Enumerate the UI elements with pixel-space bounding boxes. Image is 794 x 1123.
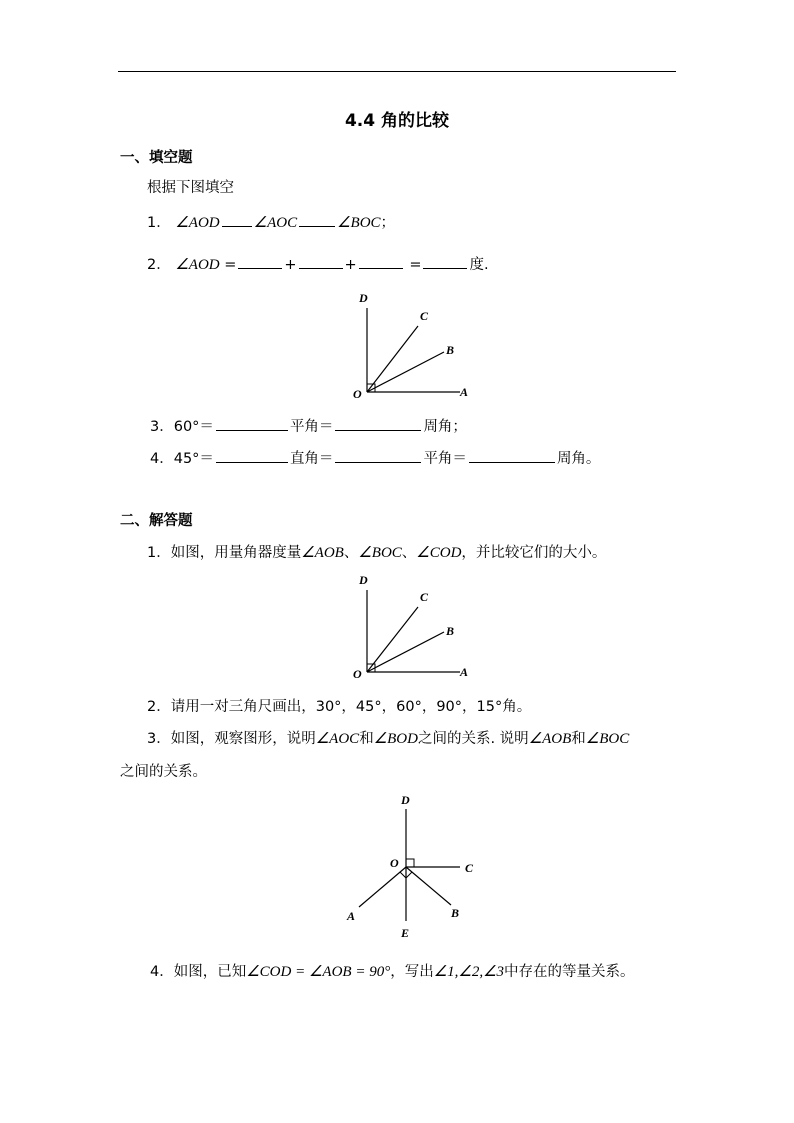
ray-oc (367, 326, 418, 392)
question-number: 4． (150, 964, 174, 980)
question-text: 如图，观察图形，说明 (170, 731, 316, 747)
question-text: ，并比较它们的大小。 (461, 545, 607, 561)
angle-value: 60°＝ (173, 419, 214, 435)
angle-label: ∠AOD (175, 257, 220, 273)
conjunction: 和 (571, 731, 586, 747)
question-number: 3． (147, 731, 171, 747)
unit-text: 直角＝ (289, 451, 334, 467)
answer-blank[interactable] (359, 256, 403, 269)
section2-heading: 二、解答题 (120, 513, 193, 529)
unit-text: 平角＝ (423, 451, 467, 467)
angle-figure-2 (340, 568, 480, 684)
answer-blank[interactable] (469, 450, 555, 463)
question-text: 中存在的等量关系。 (504, 964, 635, 980)
point-label-e: E (401, 926, 410, 940)
point-label-o: O (353, 387, 362, 401)
answer-blank[interactable] (299, 214, 335, 227)
angle-label: ∠AOC (315, 731, 360, 747)
answer-blank[interactable] (222, 214, 252, 227)
question-text: 请用一对三角尺画出，30°，45°，60°，90°，15°角。 (170, 699, 532, 715)
plus-sign: + (344, 257, 357, 273)
point-label-c: C (465, 861, 474, 875)
answer-blank[interactable] (423, 256, 467, 269)
question-text: 如图，用量角器度量 (170, 545, 302, 561)
section1-intro: 根据下图填空 (147, 180, 234, 196)
point-label-c: C (420, 309, 429, 323)
ray-ob (406, 867, 451, 905)
question-text: 之间的关系。 (120, 764, 207, 780)
question-number: 2． (147, 257, 171, 273)
ray-oc (367, 607, 418, 672)
point-label-c: C (420, 590, 429, 604)
angle-label: ∠BOD (373, 731, 418, 747)
page-title: 4.4 角的比较 (344, 111, 450, 131)
right-angle-mark (406, 859, 414, 867)
angle-list: ∠1,∠2,∠3 (433, 964, 505, 980)
angle-label: ∠AOB (301, 545, 344, 561)
question-number: 2． (147, 699, 171, 715)
equals-sign: = (224, 257, 237, 273)
unit-text: 周角。 (556, 451, 601, 467)
fill-question-1 (147, 211, 395, 232)
section1-heading: 一、填空题 (120, 150, 193, 166)
answer-question-2 (147, 695, 531, 716)
separator: 、 (343, 545, 359, 561)
conjunction: 和 (359, 731, 374, 747)
point-label-d: D (359, 573, 368, 587)
point-label-b: B (451, 906, 460, 920)
angle-equation: ∠COD = ∠AOB = 90° (246, 964, 391, 980)
plus-sign: + (284, 257, 297, 273)
angle-label: ∠COD (416, 545, 462, 561)
angle-label: ∠BOC (337, 215, 381, 231)
question-number: 1． (147, 215, 171, 231)
equals-sign: = (409, 257, 422, 273)
question-text: ，写出 (390, 964, 434, 980)
ray-ob (367, 352, 444, 392)
header-rule (118, 71, 676, 72)
point-label-o: O (353, 667, 362, 681)
point-label-a: A (460, 665, 469, 679)
point-label-b: B (446, 624, 455, 638)
question-number: 1． (147, 545, 171, 561)
answer-blank[interactable] (216, 418, 288, 431)
question-text: 之间的关系. 说明 (417, 731, 529, 747)
point-label-o: O (390, 856, 399, 870)
angle-figure-1 (340, 286, 480, 402)
punctuation: ； (380, 215, 396, 231)
question-number: 4． (150, 451, 174, 467)
answer-blank[interactable] (299, 256, 343, 269)
unit-text: 平角＝ (289, 419, 334, 435)
answer-question-3-continued (120, 760, 207, 781)
question-number: 3． (150, 419, 174, 435)
angle-value: 45°＝ (173, 451, 214, 467)
answer-question-1 (147, 541, 606, 562)
angle-figure-3 (340, 790, 480, 942)
angle-label: ∠AOB (528, 731, 572, 747)
answer-blank[interactable] (238, 256, 282, 269)
answer-question-3 (147, 727, 677, 748)
question-text: 如图，已知 (173, 964, 247, 980)
point-label-d: D (401, 793, 410, 807)
ray-ob (367, 632, 444, 672)
unit-text: 周角； (423, 419, 467, 435)
answer-question-4 (150, 960, 635, 981)
fill-question-4 (150, 447, 600, 468)
point-label-a: A (460, 385, 469, 399)
fill-question-2 (147, 253, 489, 274)
separator: 、 (401, 545, 417, 561)
answer-blank[interactable] (335, 450, 421, 463)
angle-label: ∠BOC (585, 731, 630, 747)
point-label-a: A (347, 909, 356, 923)
ray-oa (359, 867, 406, 907)
answer-blank[interactable] (216, 450, 288, 463)
point-label-b: B (446, 343, 455, 357)
unit-text: 度. (469, 257, 489, 273)
angle-label: ∠AOD (175, 215, 220, 231)
answer-blank[interactable] (335, 418, 421, 431)
angle-label: ∠BOC (358, 545, 402, 561)
fill-question-3 (150, 415, 467, 436)
point-label-d: D (359, 291, 368, 305)
angle-label: ∠AOC (253, 215, 298, 231)
